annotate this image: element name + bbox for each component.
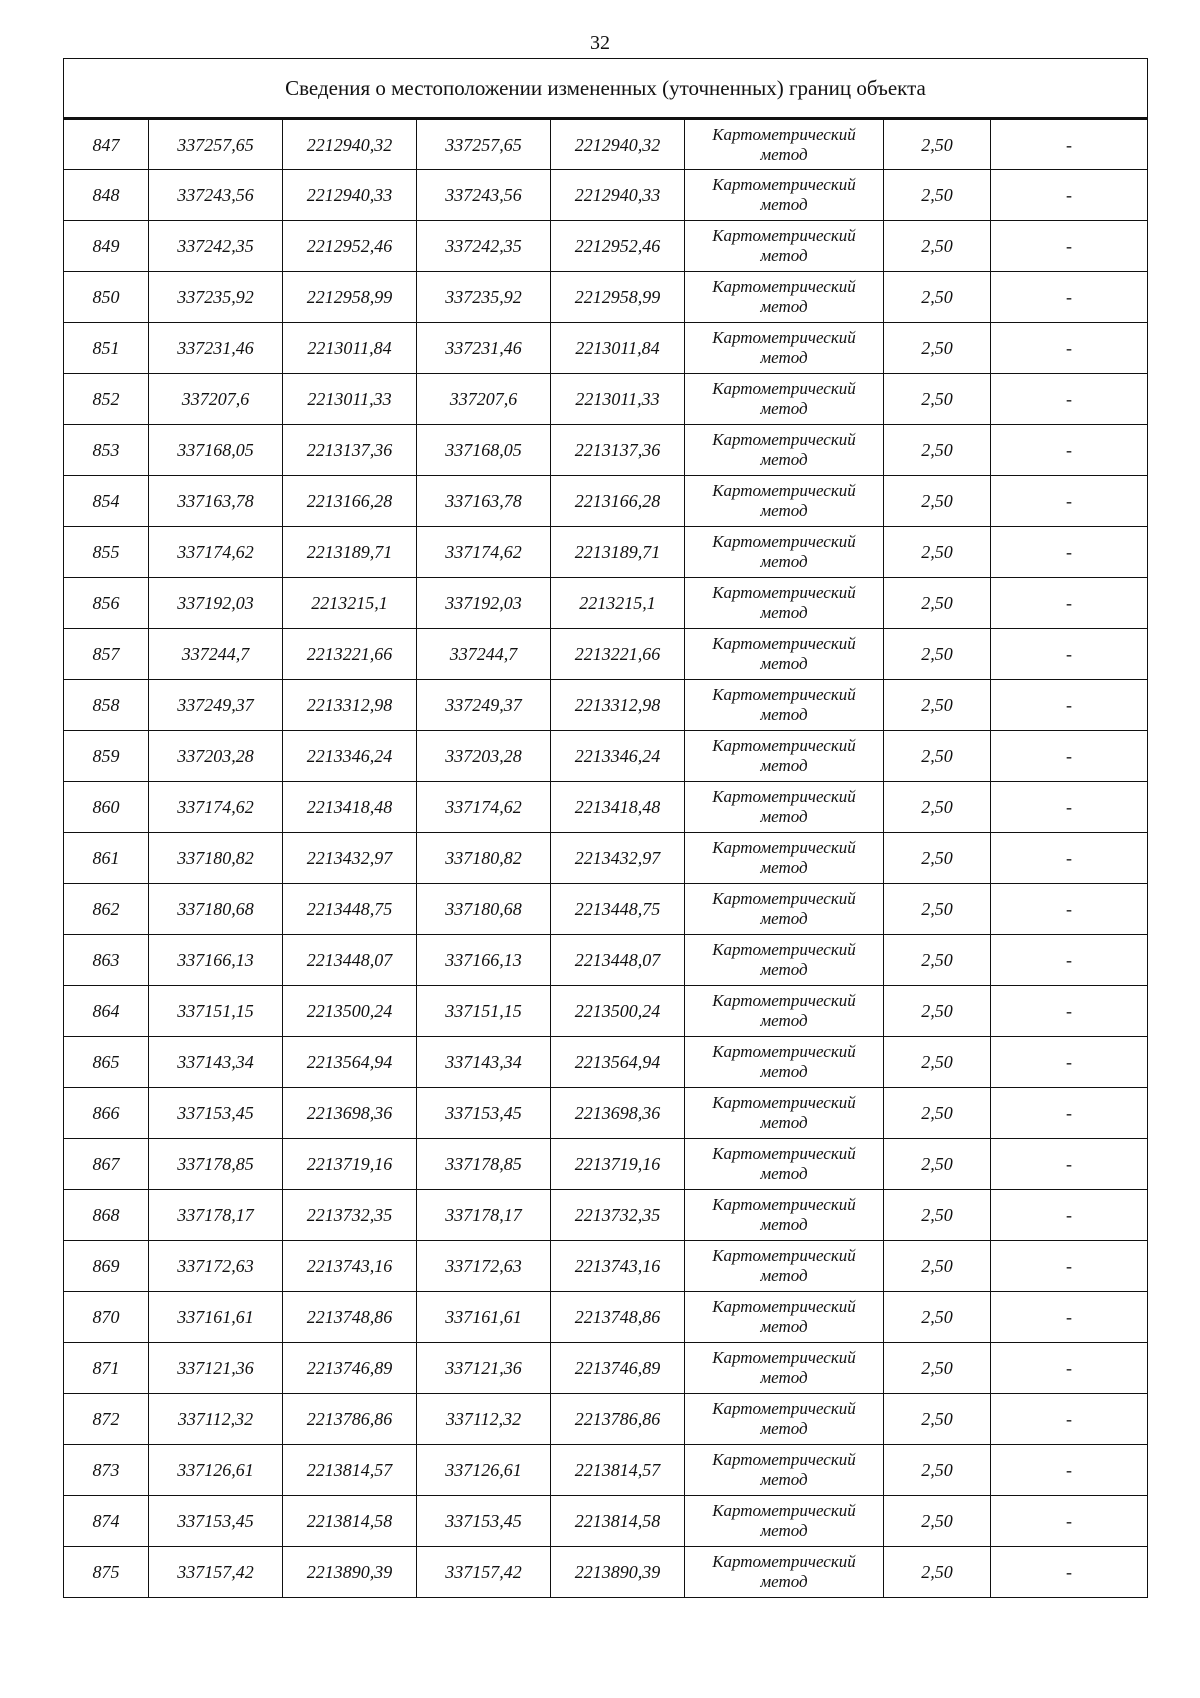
description-cell: - bbox=[991, 578, 1148, 629]
table-row bbox=[64, 1139, 1148, 1190]
point-number-cell: 855 bbox=[64, 527, 149, 578]
accuracy-cell: 2,50 bbox=[884, 1343, 991, 1394]
existing-y-cell: 2213814,57 bbox=[283, 1445, 417, 1496]
refined-x-cell: 337161,61 bbox=[417, 1292, 551, 1343]
refined-y-cell: 2213814,57 bbox=[551, 1445, 685, 1496]
existing-y-cell: 2213346,24 bbox=[283, 731, 417, 782]
method-cell: Картометрический метод bbox=[685, 782, 884, 833]
refined-x-cell: 337157,42 bbox=[417, 1547, 551, 1598]
existing-y-cell: 2213564,94 bbox=[283, 1037, 417, 1088]
existing-x-cell: 337174,62 bbox=[149, 527, 283, 578]
table-row bbox=[64, 1445, 1148, 1496]
table-row bbox=[64, 1496, 1148, 1547]
description-cell: - bbox=[991, 527, 1148, 578]
description-cell: - bbox=[991, 425, 1148, 476]
existing-x-cell: 337157,42 bbox=[149, 1547, 283, 1598]
refined-x-cell: 337244,7 bbox=[417, 629, 551, 680]
existing-x-cell: 337166,13 bbox=[149, 935, 283, 986]
refined-y-cell: 2213346,24 bbox=[551, 731, 685, 782]
description-cell: - bbox=[991, 1139, 1148, 1190]
accuracy-cell: 2,50 bbox=[884, 1496, 991, 1547]
description-cell: - bbox=[991, 1037, 1148, 1088]
accuracy-cell: 2,50 bbox=[884, 833, 991, 884]
point-number-cell: 847 bbox=[64, 119, 149, 170]
method-cell: Картометрический метод bbox=[685, 1547, 884, 1598]
accuracy-cell: 2,50 bbox=[884, 119, 991, 170]
description-cell: - bbox=[991, 935, 1148, 986]
refined-y-cell: 2213137,36 bbox=[551, 425, 685, 476]
method-cell: Картометрический метод bbox=[685, 1037, 884, 1088]
table-title-row bbox=[64, 59, 1148, 119]
existing-x-cell: 337153,45 bbox=[149, 1496, 283, 1547]
refined-y-cell: 2213786,86 bbox=[551, 1394, 685, 1445]
table-row bbox=[64, 374, 1148, 425]
refined-y-cell: 2213698,36 bbox=[551, 1088, 685, 1139]
refined-x-cell: 337143,34 bbox=[417, 1037, 551, 1088]
existing-x-cell: 337143,34 bbox=[149, 1037, 283, 1088]
accuracy-cell: 2,50 bbox=[884, 272, 991, 323]
method-cell: Картометрический метод bbox=[685, 1343, 884, 1394]
existing-x-cell: 337151,15 bbox=[149, 986, 283, 1037]
point-number-cell: 848 bbox=[64, 170, 149, 221]
refined-y-cell: 2213189,71 bbox=[551, 527, 685, 578]
table-row bbox=[64, 425, 1148, 476]
existing-x-cell: 337112,32 bbox=[149, 1394, 283, 1445]
point-number-cell: 850 bbox=[64, 272, 149, 323]
refined-y-cell: 2213814,58 bbox=[551, 1496, 685, 1547]
refined-y-cell: 2213890,39 bbox=[551, 1547, 685, 1598]
existing-y-cell: 2213215,1 bbox=[283, 578, 417, 629]
existing-x-cell: 337174,62 bbox=[149, 782, 283, 833]
method-cell: Картометрический метод bbox=[685, 1292, 884, 1343]
existing-y-cell: 2213166,28 bbox=[283, 476, 417, 527]
table-row bbox=[64, 476, 1148, 527]
refined-x-cell: 337203,28 bbox=[417, 731, 551, 782]
refined-x-cell: 337242,35 bbox=[417, 221, 551, 272]
description-cell: - bbox=[991, 1292, 1148, 1343]
description-cell: - bbox=[991, 1394, 1148, 1445]
table-row bbox=[64, 731, 1148, 782]
refined-x-cell: 337231,46 bbox=[417, 323, 551, 374]
existing-y-cell: 2213786,86 bbox=[283, 1394, 417, 1445]
method-cell: Картометрический метод bbox=[685, 1139, 884, 1190]
point-number-cell: 863 bbox=[64, 935, 149, 986]
refined-x-cell: 337166,13 bbox=[417, 935, 551, 986]
refined-x-cell: 337249,37 bbox=[417, 680, 551, 731]
existing-x-cell: 337235,92 bbox=[149, 272, 283, 323]
accuracy-cell: 2,50 bbox=[884, 1241, 991, 1292]
point-number-cell: 867 bbox=[64, 1139, 149, 1190]
method-cell: Картометрический метод bbox=[685, 731, 884, 782]
point-number-cell: 857 bbox=[64, 629, 149, 680]
accuracy-cell: 2,50 bbox=[884, 629, 991, 680]
table-row bbox=[64, 935, 1148, 986]
refined-y-cell: 2213732,35 bbox=[551, 1190, 685, 1241]
accuracy-cell: 2,50 bbox=[884, 935, 991, 986]
point-number-cell: 874 bbox=[64, 1496, 149, 1547]
refined-x-cell: 337126,61 bbox=[417, 1445, 551, 1496]
accuracy-cell: 2,50 bbox=[884, 476, 991, 527]
table-row bbox=[64, 833, 1148, 884]
refined-x-cell: 337235,92 bbox=[417, 272, 551, 323]
refined-x-cell: 337153,45 bbox=[417, 1088, 551, 1139]
description-cell: - bbox=[991, 272, 1148, 323]
method-cell: Картометрический метод bbox=[685, 1241, 884, 1292]
existing-y-cell: 2213448,07 bbox=[283, 935, 417, 986]
existing-x-cell: 337178,85 bbox=[149, 1139, 283, 1190]
method-cell: Картометрический метод bbox=[685, 119, 884, 170]
point-number-cell: 851 bbox=[64, 323, 149, 374]
description-cell: - bbox=[991, 782, 1148, 833]
method-cell: Картометрический метод bbox=[685, 476, 884, 527]
point-number-cell: 869 bbox=[64, 1241, 149, 1292]
method-cell: Картометрический метод bbox=[685, 1445, 884, 1496]
description-cell: - bbox=[991, 476, 1148, 527]
refined-y-cell: 2213746,89 bbox=[551, 1343, 685, 1394]
table-row bbox=[64, 1394, 1148, 1445]
point-number-cell: 865 bbox=[64, 1037, 149, 1088]
accuracy-cell: 2,50 bbox=[884, 1547, 991, 1598]
existing-y-cell: 2212940,32 bbox=[283, 119, 417, 170]
refined-x-cell: 337174,62 bbox=[417, 782, 551, 833]
accuracy-cell: 2,50 bbox=[884, 1445, 991, 1496]
refined-x-cell: 337163,78 bbox=[417, 476, 551, 527]
accuracy-cell: 2,50 bbox=[884, 731, 991, 782]
table-body bbox=[64, 119, 1148, 1598]
description-cell: - bbox=[991, 1241, 1148, 1292]
point-number-cell: 853 bbox=[64, 425, 149, 476]
existing-y-cell: 2213500,24 bbox=[283, 986, 417, 1037]
point-number-cell: 864 bbox=[64, 986, 149, 1037]
refined-y-cell: 2213564,94 bbox=[551, 1037, 685, 1088]
point-number-cell: 854 bbox=[64, 476, 149, 527]
point-number-cell: 866 bbox=[64, 1088, 149, 1139]
accuracy-cell: 2,50 bbox=[884, 782, 991, 833]
existing-x-cell: 337243,56 bbox=[149, 170, 283, 221]
point-number-cell: 861 bbox=[64, 833, 149, 884]
existing-y-cell: 2212958,99 bbox=[283, 272, 417, 323]
refined-x-cell: 337121,36 bbox=[417, 1343, 551, 1394]
method-cell: Картометрический метод bbox=[685, 1190, 884, 1241]
accuracy-cell: 2,50 bbox=[884, 170, 991, 221]
accuracy-cell: 2,50 bbox=[884, 680, 991, 731]
method-cell: Картометрический метод bbox=[685, 374, 884, 425]
refined-y-cell: 2213500,24 bbox=[551, 986, 685, 1037]
table-row bbox=[64, 1088, 1148, 1139]
refined-y-cell: 2212958,99 bbox=[551, 272, 685, 323]
refined-y-cell: 2213448,07 bbox=[551, 935, 685, 986]
description-cell: - bbox=[991, 221, 1148, 272]
point-number-cell: 871 bbox=[64, 1343, 149, 1394]
description-cell: - bbox=[991, 629, 1148, 680]
existing-x-cell: 337257,65 bbox=[149, 119, 283, 170]
existing-x-cell: 337192,03 bbox=[149, 578, 283, 629]
point-number-cell: 860 bbox=[64, 782, 149, 833]
refined-x-cell: 337174,62 bbox=[417, 527, 551, 578]
refined-x-cell: 337178,17 bbox=[417, 1190, 551, 1241]
boundary-coordinates-table bbox=[63, 58, 1148, 1598]
refined-y-cell: 2212940,33 bbox=[551, 170, 685, 221]
refined-y-cell: 2213719,16 bbox=[551, 1139, 685, 1190]
existing-x-cell: 337153,45 bbox=[149, 1088, 283, 1139]
point-number-cell: 859 bbox=[64, 731, 149, 782]
accuracy-cell: 2,50 bbox=[884, 323, 991, 374]
accuracy-cell: 2,50 bbox=[884, 425, 991, 476]
table-row bbox=[64, 680, 1148, 731]
existing-x-cell: 337244,7 bbox=[149, 629, 283, 680]
existing-y-cell: 2213221,66 bbox=[283, 629, 417, 680]
existing-y-cell: 2213312,98 bbox=[283, 680, 417, 731]
accuracy-cell: 2,50 bbox=[884, 1037, 991, 1088]
accuracy-cell: 2,50 bbox=[884, 986, 991, 1037]
existing-y-cell: 2213011,33 bbox=[283, 374, 417, 425]
point-number-cell: 858 bbox=[64, 680, 149, 731]
point-number-cell: 862 bbox=[64, 884, 149, 935]
method-cell: Картометрический метод bbox=[685, 323, 884, 374]
existing-y-cell: 2213418,48 bbox=[283, 782, 417, 833]
refined-y-cell: 2213448,75 bbox=[551, 884, 685, 935]
page-number: 32 bbox=[590, 32, 610, 54]
refined-y-cell: 2213418,48 bbox=[551, 782, 685, 833]
refined-y-cell: 2213312,98 bbox=[551, 680, 685, 731]
table-row bbox=[64, 1292, 1148, 1343]
method-cell: Картометрический метод bbox=[685, 272, 884, 323]
description-cell: - bbox=[991, 170, 1148, 221]
point-number-cell: 868 bbox=[64, 1190, 149, 1241]
refined-y-cell: 2213011,33 bbox=[551, 374, 685, 425]
refined-x-cell: 337180,68 bbox=[417, 884, 551, 935]
accuracy-cell: 2,50 bbox=[884, 1088, 991, 1139]
accuracy-cell: 2,50 bbox=[884, 221, 991, 272]
description-cell: - bbox=[991, 1343, 1148, 1394]
accuracy-cell: 2,50 bbox=[884, 1292, 991, 1343]
method-cell: Картометрический метод bbox=[685, 986, 884, 1037]
existing-x-cell: 337180,68 bbox=[149, 884, 283, 935]
existing-y-cell: 2213814,58 bbox=[283, 1496, 417, 1547]
description-cell: - bbox=[991, 1088, 1148, 1139]
refined-y-cell: 2212952,46 bbox=[551, 221, 685, 272]
existing-y-cell: 2213432,97 bbox=[283, 833, 417, 884]
existing-y-cell: 2213448,75 bbox=[283, 884, 417, 935]
table-row bbox=[64, 323, 1148, 374]
refined-y-cell: 2213166,28 bbox=[551, 476, 685, 527]
existing-y-cell: 2212940,33 bbox=[283, 170, 417, 221]
refined-x-cell: 337172,63 bbox=[417, 1241, 551, 1292]
existing-x-cell: 337203,28 bbox=[149, 731, 283, 782]
description-cell: - bbox=[991, 1547, 1148, 1598]
accuracy-cell: 2,50 bbox=[884, 1139, 991, 1190]
table-row bbox=[64, 272, 1148, 323]
existing-y-cell: 2213719,16 bbox=[283, 1139, 417, 1190]
table-row bbox=[64, 1241, 1148, 1292]
table-row bbox=[64, 782, 1148, 833]
existing-x-cell: 337161,61 bbox=[149, 1292, 283, 1343]
description-cell: - bbox=[991, 731, 1148, 782]
method-cell: Картометрический метод bbox=[685, 170, 884, 221]
point-number-cell: 872 bbox=[64, 1394, 149, 1445]
method-cell: Картометрический метод bbox=[685, 680, 884, 731]
method-cell: Картометрический метод bbox=[685, 425, 884, 476]
existing-x-cell: 337249,37 bbox=[149, 680, 283, 731]
description-cell: - bbox=[991, 119, 1148, 170]
existing-x-cell: 337242,35 bbox=[149, 221, 283, 272]
refined-x-cell: 337192,03 bbox=[417, 578, 551, 629]
table-title: Сведения о местоположении измененных (уточненных) границ объекта bbox=[64, 59, 1148, 119]
description-cell: - bbox=[991, 680, 1148, 731]
existing-y-cell: 2213011,84 bbox=[283, 323, 417, 374]
refined-x-cell: 337243,56 bbox=[417, 170, 551, 221]
point-number-cell: 875 bbox=[64, 1547, 149, 1598]
existing-y-cell: 2213698,36 bbox=[283, 1088, 417, 1139]
refined-y-cell: 2213432,97 bbox=[551, 833, 685, 884]
table-row bbox=[64, 119, 1148, 170]
method-cell: Картометрический метод bbox=[685, 1088, 884, 1139]
method-cell: Картометрический метод bbox=[685, 221, 884, 272]
accuracy-cell: 2,50 bbox=[884, 884, 991, 935]
table-row bbox=[64, 884, 1148, 935]
refined-x-cell: 337180,82 bbox=[417, 833, 551, 884]
accuracy-cell: 2,50 bbox=[884, 1190, 991, 1241]
existing-y-cell: 2213746,89 bbox=[283, 1343, 417, 1394]
refined-x-cell: 337112,32 bbox=[417, 1394, 551, 1445]
existing-x-cell: 337207,6 bbox=[149, 374, 283, 425]
refined-y-cell: 2213748,86 bbox=[551, 1292, 685, 1343]
refined-x-cell: 337207,6 bbox=[417, 374, 551, 425]
method-cell: Картометрический метод bbox=[685, 884, 884, 935]
refined-y-cell: 2213215,1 bbox=[551, 578, 685, 629]
table-row bbox=[64, 527, 1148, 578]
refined-y-cell: 2213743,16 bbox=[551, 1241, 685, 1292]
accuracy-cell: 2,50 bbox=[884, 1394, 991, 1445]
method-cell: Картометрический метод bbox=[685, 833, 884, 884]
description-cell: - bbox=[991, 986, 1148, 1037]
method-cell: Картометрический метод bbox=[685, 578, 884, 629]
existing-y-cell: 2212952,46 bbox=[283, 221, 417, 272]
description-cell: - bbox=[991, 1496, 1148, 1547]
existing-y-cell: 2213890,39 bbox=[283, 1547, 417, 1598]
refined-y-cell: 2213221,66 bbox=[551, 629, 685, 680]
existing-x-cell: 337163,78 bbox=[149, 476, 283, 527]
existing-x-cell: 337180,82 bbox=[149, 833, 283, 884]
accuracy-cell: 2,50 bbox=[884, 527, 991, 578]
refined-x-cell: 337168,05 bbox=[417, 425, 551, 476]
existing-x-cell: 337178,17 bbox=[149, 1190, 283, 1241]
description-cell: - bbox=[991, 374, 1148, 425]
existing-x-cell: 337121,36 bbox=[149, 1343, 283, 1394]
table-row bbox=[64, 1343, 1148, 1394]
method-cell: Картометрический метод bbox=[685, 1394, 884, 1445]
description-cell: - bbox=[991, 1445, 1148, 1496]
existing-y-cell: 2213189,71 bbox=[283, 527, 417, 578]
description-cell: - bbox=[991, 323, 1148, 374]
point-number-cell: 856 bbox=[64, 578, 149, 629]
method-cell: Картометрический метод bbox=[685, 935, 884, 986]
existing-y-cell: 2213743,16 bbox=[283, 1241, 417, 1292]
accuracy-cell: 2,50 bbox=[884, 374, 991, 425]
table-row bbox=[64, 578, 1148, 629]
method-cell: Картометрический метод bbox=[685, 629, 884, 680]
refined-x-cell: 337151,15 bbox=[417, 986, 551, 1037]
refined-x-cell: 337178,85 bbox=[417, 1139, 551, 1190]
accuracy-cell: 2,50 bbox=[884, 578, 991, 629]
description-cell: - bbox=[991, 1190, 1148, 1241]
description-cell: - bbox=[991, 884, 1148, 935]
table-row bbox=[64, 221, 1148, 272]
table-row bbox=[64, 1037, 1148, 1088]
method-cell: Картометрический метод bbox=[685, 527, 884, 578]
existing-y-cell: 2213732,35 bbox=[283, 1190, 417, 1241]
description-cell: - bbox=[991, 833, 1148, 884]
refined-y-cell: 2212940,32 bbox=[551, 119, 685, 170]
existing-y-cell: 2213748,86 bbox=[283, 1292, 417, 1343]
refined-x-cell: 337257,65 bbox=[417, 119, 551, 170]
refined-y-cell: 2213011,84 bbox=[551, 323, 685, 374]
existing-y-cell: 2213137,36 bbox=[283, 425, 417, 476]
method-cell: Картометрический метод bbox=[685, 1496, 884, 1547]
table-row bbox=[64, 1190, 1148, 1241]
existing-x-cell: 337168,05 bbox=[149, 425, 283, 476]
point-number-cell: 870 bbox=[64, 1292, 149, 1343]
table-row bbox=[64, 629, 1148, 680]
point-number-cell: 873 bbox=[64, 1445, 149, 1496]
existing-x-cell: 337231,46 bbox=[149, 323, 283, 374]
table-row bbox=[64, 170, 1148, 221]
existing-x-cell: 337172,63 bbox=[149, 1241, 283, 1292]
table-row bbox=[64, 1547, 1148, 1598]
refined-x-cell: 337153,45 bbox=[417, 1496, 551, 1547]
table-row bbox=[64, 986, 1148, 1037]
point-number-cell: 852 bbox=[64, 374, 149, 425]
existing-x-cell: 337126,61 bbox=[149, 1445, 283, 1496]
point-number-cell: 849 bbox=[64, 221, 149, 272]
